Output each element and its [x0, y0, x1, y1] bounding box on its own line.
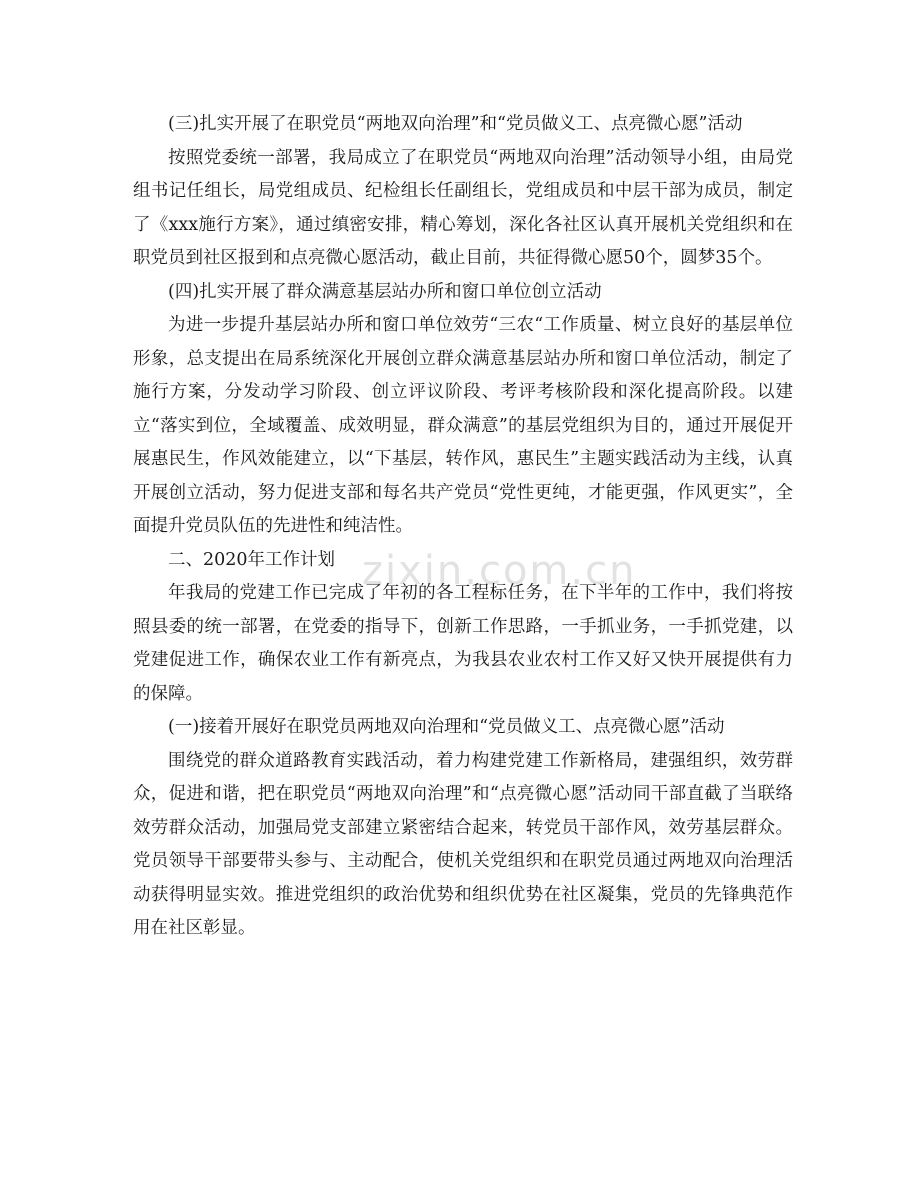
- body-paragraph: 为进一步提升基层站办所和窗口单位效劳“三农“工作质量、树立良好的基层单位形象，总支提出在局系统深化开展创立群众满意基层站办所和窗口单位活动，制定了施行方案，分发动学习阶段、创立评议阶段、考评考核阶段和深化提高阶段。以建立“落实到位，全域覆盖、成效明显，群众满意”的基层党组织为目的，通过开展促开展惠民生，作风效能建立，以“下基层，转作风，惠民生”主题实践活动为主线，认真开展创立活动，努力促进支部和每名共产党员“党性更纯，才能更强，作风更实”，全面提升党员队伍的先进性和纯洁性。: [133, 315, 793, 536]
- section-heading-1: (一)接着开展好在职党员两地双向治理和“党员做义工、点亮微心愿”活动: [168, 717, 725, 737]
- body-paragraph: 按照党委统一部署，我局成立了在职党员“两地双向治理”活动领导小组，由局党组书记任组长，局党组成员、纪检组长任副组长，党组成员和中层干部为成员，制定了《xxx施行方案》，通过缜密安排，精心筹划，深化各社区认真开展机关党组织和在职党员到社区报到和点亮微心愿活动，截止目前，共征得微心愿50个，圆梦35个。: [133, 147, 793, 268]
- body-paragraph: 年我局的党建工作已完成了年初的各工程标任务，在下半年的工作中，我们将按照县委的统一部署，在党委的指导下，创新工作思路，一手抓业务，一手抓党建，以党建促进工作，确保农业工作有新亮点，为我县农业农村工作又好又快开展提供有力的保障。: [133, 583, 793, 704]
- watermark: zixin.com.cn: [362, 548, 637, 594]
- document-body: [133, 108, 793, 946]
- section-heading-3: (三)扎实开展了在职党员“两地双向治理”和“党员做义工、点亮微心愿”活动: [168, 114, 743, 134]
- section-heading-plan: 二、2020年工作计划: [168, 549, 336, 570]
- section-heading-4: (四)扎实开展了群众满意基层站办所和窗口单位创立活动: [168, 281, 602, 302]
- body-paragraph: 围绕党的群众道路教育实践活动，着力构建党建工作新格局，建强组织，效劳群众，促进和谐，把在职党员“两地双向治理”和“点亮微心愿”活动同干部直截了当联络效劳群众活动，加强局党支部建立紧密结合起来，转党员干部作风，效劳基层群众。党员领导干部要带头参与、主动配合，使机关党组织和在职党员通过两地双向治理活动获得明显实效。推进党组织的政治优势和组织优势在社区凝集，党员的先锋典范作用在社区彰显。: [133, 750, 793, 938]
